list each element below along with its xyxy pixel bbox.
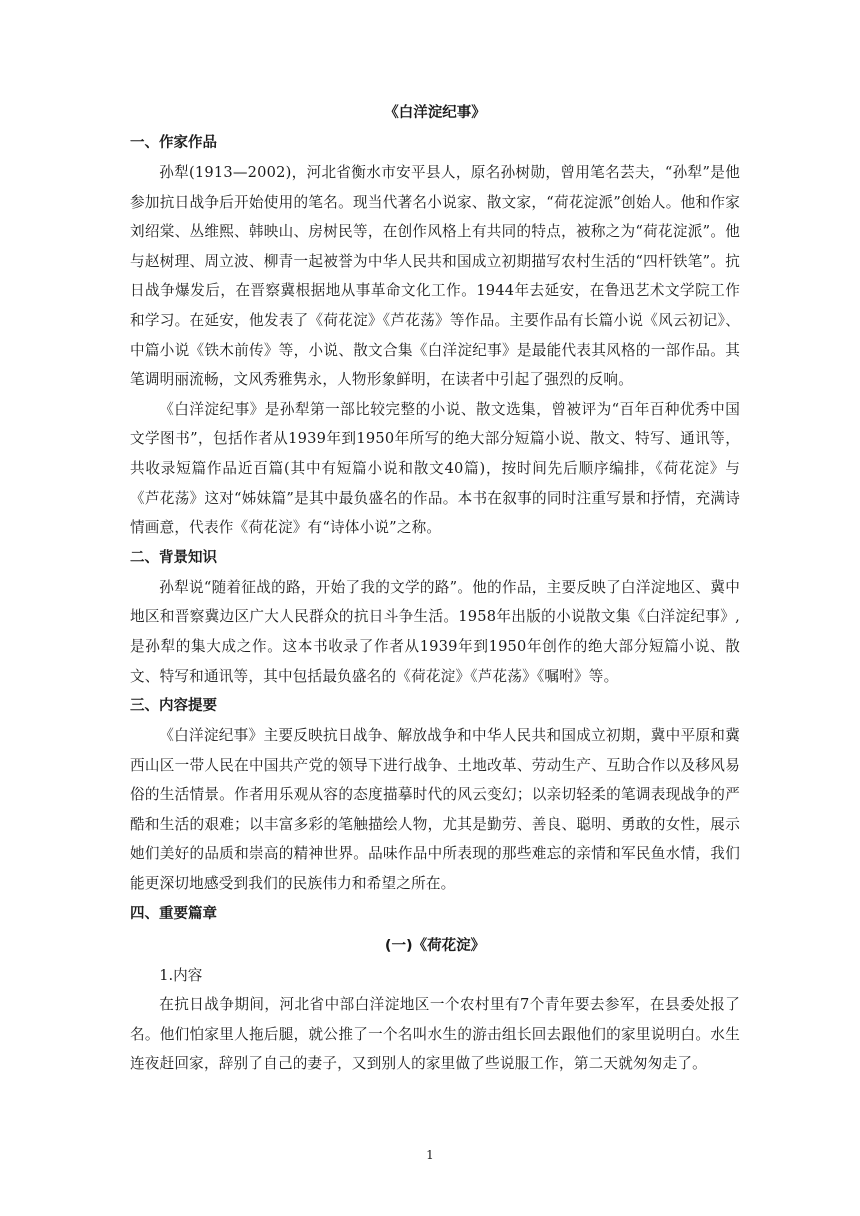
item-label-content: 1.内容 (159, 966, 203, 984)
paragraph-book-intro: 《白洋淀纪事》是孙犁第一部比较完整的小说、散文选集，曾被评为“百年百种优秀中国文学图书”，包括作者从1939年到1950年所写的绝大部分短篇小说、散文、特写、通讯等，共收录短篇作品近百篇(其中有短篇小说和散文40篇)，按时间先后顺序编排，《荷花淀》与《芦花荡》这对“姊妹篇”是其中最负盛名的作品。本书在叙事的同时注重写景和抒情，充满诗情画意，代表作《荷花淀》有“诗体小说”之称。 (130, 400, 740, 537)
section-heading-background: 二、背景知识 (130, 549, 217, 566)
page-number: 1 (426, 1148, 434, 1162)
document-title: 《白洋淀纪事》 (384, 105, 486, 121)
section-heading-key-chapters: 四、重要篇章 (130, 905, 217, 922)
paragraph-summary: 《白洋淀纪事》主要反映抗日战争、解放战争和中华人民共和国成立初期，冀中平原和冀西山区一带人民在中国共产党的领导下进行战争、土地改革、劳动生产、互助合作以及移风易俗的生活情景。作者用乐观从容的态度描摹时代的风云变幻；以亲切轻柔的笔调表现战争的严酷和生活的艰难；以丰富多彩的笔触描绘人物，尤其是勤劳、善良、聪明、勇敢的女性，展示她们美好的品质和崇高的精神世界。品味作品中所表现的那些难忘的亲情和军民鱼水情，我们能更深切地感受到我们的民族伟力和希望之所在。 (130, 727, 740, 893)
paragraph-author-bio: 孙犁(1913—2002)，河北省衡水市安平县人，原名孙树勋，曾用笔名芸夫，“孙犁”是他参加抗日战争后开始使用的笔名。现当代著名小说家、散文家，“荷花淀派”创始人。他和作家刘绍棠、丛维熙、韩映山、房树民等，在创作风格上有共同的特点，被称之为“荷花淀派”。他与赵树理、周立波、柳青一起被誉为中华人民共和国成立初期描写农村生活的“四杆铁笔”。抗日战争爆发后，在晋察冀根据地从事革命文化工作。1944年去延安，在鲁迅艺术文学院工作和学习。在延安，他发表了《荷花淀》《芦花荡》等作品。主要作品有长篇小说《风云初记》、中篇小说《铁木前传》等，小说、散文合集《白洋淀纪事》是最能代表其风格的一部作品。其笔调明丽流畅，文风秀雅隽永，人物形象鲜明，在读者中引起了强烈的反响。 (130, 164, 740, 389)
chapter-subheading-hehuadian: (一)《荷花淀》 (384, 937, 486, 954)
section-heading-authors: 一、作家作品 (130, 135, 217, 151)
section-heading-summary: 三、内容提要 (130, 698, 217, 715)
paragraph-background: 孙犁说“随着征战的路，开始了我的文学的路”。他的作品，主要反映了白洋淀地区、冀中地区和晋察冀边区广大人民群众的抗日斗争生活。1958年出版的小说散文集《白洋淀纪事》,是孙犁的集大成之作。这本书收录了作者从1939年到1950年创作的绝大部分短篇小说、散文、特写和通讯等，其中包括最负盛名的《荷花淀》《芦花荡》《嘱咐》等。 (130, 578, 740, 685)
paragraph-chapter-content: 在抗日战争期间，河北省中部白洋淀地区一个农村里有7个青年要去参军，在县委处报了名。他们怕家里人拖后腿，就公推了一个名叫水生的游击组长回去跟他们的家里说明白。水生连夜赶回家，辞别了自己的妻子，又到别人的家里做了些说服工作，第二天就匆匆走了。 (130, 996, 740, 1073)
